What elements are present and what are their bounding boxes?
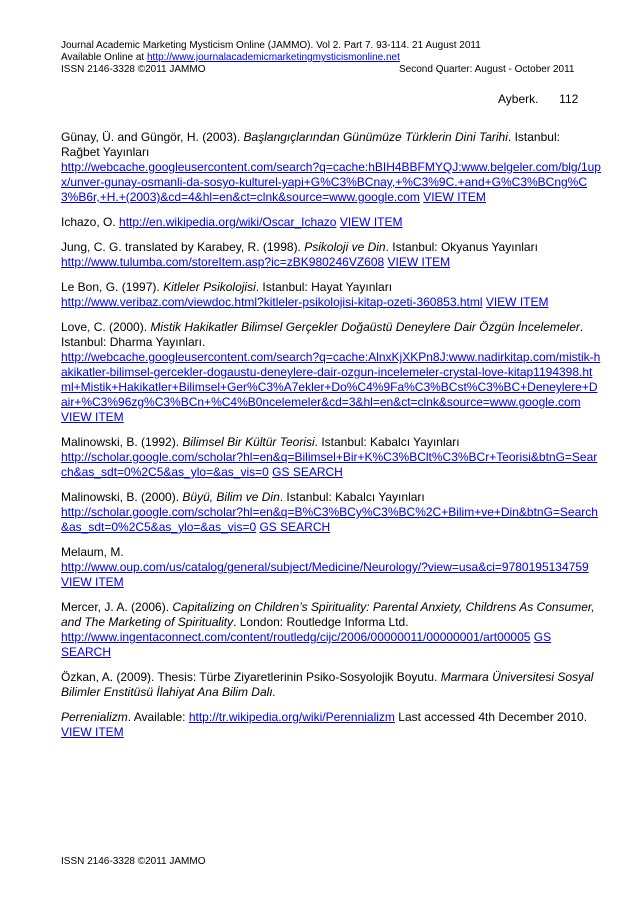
reference-text [61, 600, 601, 660]
available-online-line [61, 52, 400, 64]
reference-publisher: . Istanbul: Kabalcı Yayınları [279, 490, 425, 504]
reference-entry [61, 435, 601, 480]
running-head [498, 92, 578, 106]
reference-author: Love, C. (2000). [61, 320, 151, 334]
reference-list [61, 130, 601, 750]
journal-website-link[interactable]: http://www.journalacademicmarketingmysticismonline.net [146, 52, 400, 63]
reference-text [61, 670, 601, 700]
reference-author: Melaum, M. [61, 545, 124, 559]
reference-url-link[interactable]: http://en.wikipedia.org/wiki/Oscar_Ichazo [119, 215, 337, 229]
reference-text [61, 320, 601, 425]
reference-text [61, 545, 601, 590]
reference-text [61, 130, 601, 205]
issn-text: ISSN 2146-3328 ©2011 JAMMO [61, 64, 206, 75]
reference-accessed: Last accessed 4th December 2010. [394, 710, 588, 724]
reference-url-link[interactable]: http://www.veribaz.com/viewdoc.html?kitleler-psikolojisi-kitap-ozeti-360853.html [61, 295, 483, 309]
reference-author: Ichazo, O. [61, 215, 120, 229]
gs-search-link[interactable]: GS SEARCH [61, 630, 552, 659]
running-head-author: Ayberk. [498, 92, 539, 106]
page-number: 112 [559, 92, 579, 106]
reference-entry [61, 710, 601, 740]
reference-entry [61, 600, 601, 660]
reference-entry [61, 490, 601, 535]
gs-search-link[interactable]: GS SEARCH [272, 465, 343, 479]
reference-text [61, 435, 601, 480]
reference-entry [61, 130, 601, 205]
reference-url-link[interactable]: http://www.oup.com/us/catalog/general/subject/Medicine/Neurology/?view=usa&ci=9780195134759 [61, 560, 589, 574]
reference-title: Mistik Hakikatler Bilimsel Gerçekler Doğaüstü Deneylere Dair Özgün İncelemeler [150, 320, 580, 334]
reference-text [61, 710, 601, 740]
reference-author: . Available: [127, 710, 189, 724]
reference-text [61, 490, 601, 535]
reference-author: Malinowski, B. (1992). [61, 435, 183, 449]
reference-url-link[interactable]: http://webcache.googleusercontent.com/search?q=cache:hBIH4BBFMYQJ:www.belgeler.com/blg/1upx/unver-gunay-osmanli-da-sosyo-kulturel-yapi+G%C3%BCnay,+%C3%9C.+and+G%C3%BCng%C3%B6r,+H.+(2003)&cd=4&hl=en&ct=clnk&source=www.google.com [61, 160, 601, 204]
reference-publisher: . Istanbul: Dharma Yayınları. [61, 320, 584, 349]
reference-url-link[interactable]: http://tr.wikipedia.org/wiki/Perennializm [188, 710, 395, 724]
reference-url-link[interactable]: http://www.ingentaconnect.com/content/routledg/cijc/2006/00000011/00000001/art00005 [61, 630, 531, 644]
reference-title: Marmara Üniversitesi Sosyal Bilimler Enstitüsü İlahiyat Ana Bilim Dalı. [61, 670, 594, 699]
reference-title: Büyü, Bilim ve Din [182, 490, 280, 504]
reference-entry [61, 215, 601, 230]
reference-text [61, 215, 601, 230]
available-online-label: Available Online at [61, 52, 147, 63]
reference-author: Malinowski, B. (2000). [61, 490, 183, 504]
reference-url-link[interactable]: http://scholar.google.com/scholar?hl=en&q=B%C3%BCy%C3%BC%2C+Bilim+ve+Din&btnG=Search&as_sdt=0%2C5&as_ylo=&as_vis=0 [61, 505, 598, 534]
view-item-link[interactable]: VIEW ITEM [485, 295, 549, 309]
reference-title: Başlangıçlarından Günümüze Türklerin Dini Tarihi [243, 130, 508, 144]
footer-issn: ISSN 2146-3328 ©2011 JAMMO [61, 856, 206, 867]
reference-author: Günay, Ü. and Güngör, H. (2003). [61, 130, 244, 144]
reference-publisher: . London: Routledge Informa Ltd. [233, 615, 409, 629]
reference-publisher: . Istanbul: Kabalcı Yayınları [314, 435, 460, 449]
view-item-link[interactable]: VIEW ITEM [423, 190, 486, 204]
reference-publisher: . Istanbul: Okyanus Yayınları [385, 240, 538, 254]
reference-title: Bilimsel Bir Kültür Teorisi [182, 435, 315, 449]
journal-title-line [61, 40, 481, 52]
view-item-link[interactable]: VIEW ITEM [61, 410, 124, 424]
reference-author: Le Bon, G. (1997). [61, 280, 164, 294]
reference-text [61, 240, 601, 270]
footer [61, 856, 205, 867]
journal-citation: Journal Academic Marketing Mysticism Online (JAMMO). Vol 2. Part 7. 93-114. 21 August 2011 [61, 40, 481, 51]
reference-publisher: . Istanbul: Hayat Yayınları [255, 280, 393, 294]
reference-entry [61, 545, 601, 590]
reference-entry [61, 240, 601, 270]
reference-entry [61, 280, 601, 310]
reference-title: Capitalizing on Children’s Spirituality: Parental Anxiety, Childrens As Consumer, and The Marketing of Spirituality [61, 600, 595, 629]
reference-entry [61, 670, 601, 700]
issn-line [61, 64, 205, 76]
view-item-link[interactable]: VIEW ITEM [387, 255, 451, 269]
gs-search-link[interactable]: GS SEARCH [259, 520, 331, 534]
reference-title: Perrenializm [61, 710, 128, 724]
view-item-link[interactable]: VIEW ITEM [339, 215, 403, 229]
view-item-link[interactable]: VIEW ITEM [61, 725, 124, 739]
reference-url-link[interactable]: http://webcache.googleusercontent.com/search?q=cache:AlnxKjXKPn8J:www.nadirkitap.com/mistik-hakikatler-bilimsel-gercekler-dogaustu-deneylere-dair-ozgun-incelemeler-crystal-love-kitap1194398.html+Mistik+Hakikatler+Bilimsel+Ger%C3%A7ekler+Do%C4%9Fa%C3%BCst%C3%BC+Deneylere+Dair+%C3%96zg%C3%BCn+%C4%B0ncelemeler&cd=3&hl=en&ct=clnk&source=www.google.com [61, 350, 601, 409]
reference-author: Jung, C. G. translated by Karabey, R. (1998). [61, 240, 305, 254]
reference-title: Psikoloji ve Din [304, 240, 386, 254]
reference-title: Kitleler Psikolojisi [163, 280, 256, 294]
reference-author: Özkan, A. (2009). Thesis: Türbe Ziyaretlerinin Psiko-Sosyolojik Boyutu. [61, 670, 441, 684]
reference-author: Mercer, J. A. (2006). [61, 600, 173, 614]
reference-url-link[interactable]: http://scholar.google.com/scholar?hl=en&q=Bilimsel+Bir+K%C3%BClt%C3%BCr+Teorisi&btnG=Search&as_sdt=0%2C5&as_ylo=&as_vis=0 [61, 450, 598, 479]
reference-entry [61, 320, 601, 425]
quarter-text: Second Quarter: August - October 2011 [399, 64, 575, 75]
view-item-link[interactable]: VIEW ITEM [61, 575, 124, 589]
reference-publisher: . Istanbul: Rağbet Yayınları [61, 130, 560, 159]
reference-url-link[interactable]: http://www.tulumba.com/storeItem.asp?ic=zBK980246VZ608 [61, 255, 385, 269]
reference-text [61, 280, 601, 310]
